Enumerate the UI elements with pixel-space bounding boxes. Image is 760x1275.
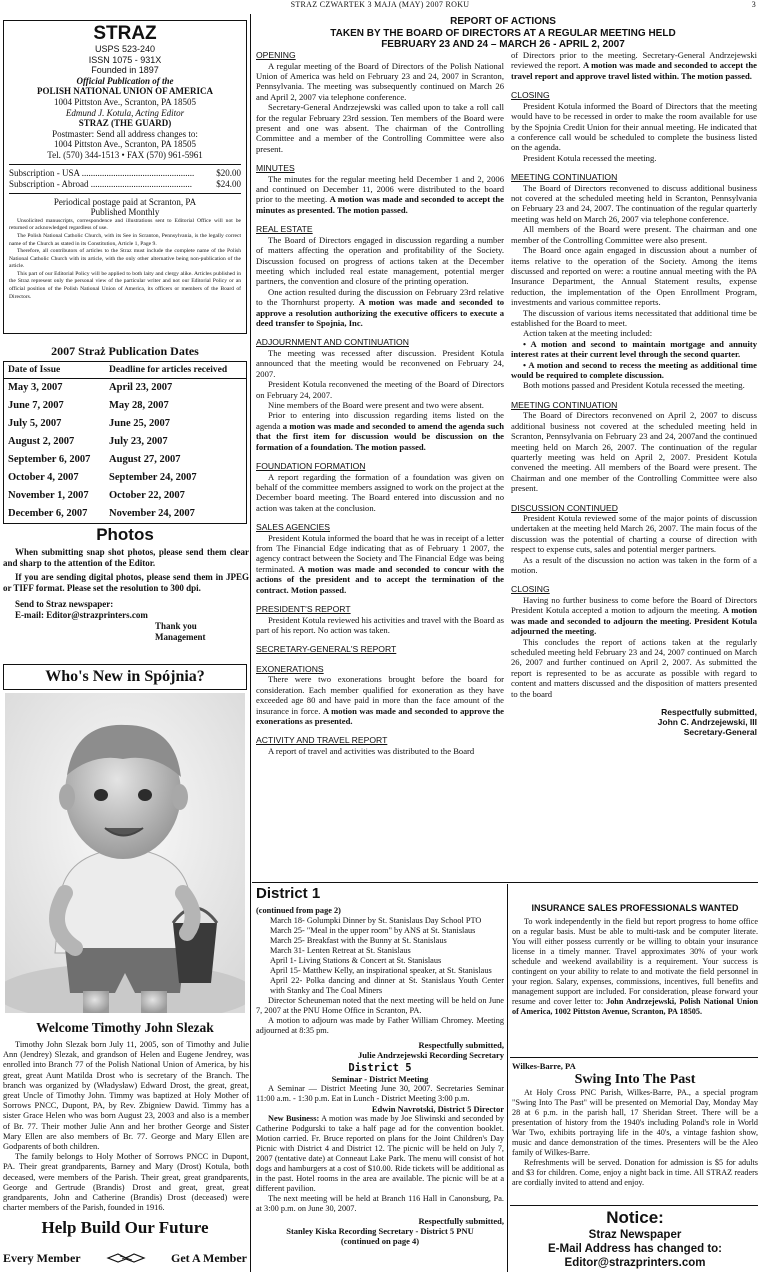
district-5-signature: Respectfully submitted, Stanley Kiska Recording Secretary - District 5 PNU (continued on page 4) bbox=[286, 1216, 504, 1246]
table-row: July 5, 2007 June 25, 2007 bbox=[8, 418, 170, 429]
continuation-1-p6: Both motions passed and President Kotula recessed the meeting. bbox=[523, 380, 745, 391]
report-signature: Respectfully submitted, John C. Andrzejewski, III Secretary-General bbox=[657, 707, 757, 738]
org-name: POLISH NATIONAL UNION OF AMERICA bbox=[36, 86, 214, 97]
notice-line-2: E-Mail Address has changed to: bbox=[547, 1243, 723, 1255]
notice-line-1: Straz Newspaper bbox=[588, 1229, 682, 1241]
monthly: Published Monthly bbox=[90, 207, 160, 218]
district-1-cont: (continued from page 2) bbox=[256, 906, 341, 915]
adjournment-p4: Prior to entering into discussion regarding items listed on the agenda a motion was made and seconded to amend the agenda such that the first item for discussion would be discussion on the formation of a foundation. The motion passed. bbox=[256, 410, 504, 452]
running-title: STRAZ CZWARTEK 3 MAJA (MAY) 2007 ROKU bbox=[290, 0, 470, 9]
postmaster: Postmaster: Send all address changes to: bbox=[52, 128, 198, 139]
continuation-1-p3: The Board once again engaged in discussion about a number of items relative to the operation of the Society. Among the items discussed and reported on were: a routine annual meeting with the PA Insurance Department, the Annual Statement results, expense reduction, the implementation of the Open Enrollment Program, investments and various committee reports. bbox=[511, 245, 757, 308]
activity-p1: A report of travel and activities was distributed to the Board bbox=[268, 745, 475, 756]
welcome-p1: Timothy John Slezak born July 11, 2005, son of Timothy and Julie Ann (Jendrey) Slezak, and grandson of Helen and Eugene Jendrey, was enrolled into Branch 77 of the Polish National Union of America, by his great, great Aunt Matilda Drost who is secretary of the Branch. The branch was organized by (Władysław) Edward Drost, the great, great, great Uncle of Timothy John. Timmy was baptized at Holy Mother of Sorrows PNCC, Dupont, PA, by Rev. Zbigniew Dawid. Timmy has a sister Grace Helen who was born August 23, 2003 and also is a member of Br. 77. Their mother Julie Ann and her brother George and Sister Mary Ellen are also members of Br. 77. George and Mary Ellen are Godparents of both children. bbox=[3, 1040, 249, 1152]
continuation-1-p1: The Board of Directors reconvened to discuss additional business not covered at the scheduled meeting held in Scranton, Pennsylvania on February 23 and 24, 2007. The continuation of the regular quarterly meeting was held on March 26, 2007 via telephone conference. bbox=[511, 182, 757, 224]
usps: USPS 523-240 bbox=[94, 44, 156, 54]
paper-name: STRAZ (THE GUARD) bbox=[78, 118, 172, 129]
list-item: March 25- "Meal in the upper room" by ANS at St. Stanislaus bbox=[270, 926, 476, 935]
adjournment-p1: The meeting was recessed after discussion. President Kotula announced that the meeting would be reconvened on February 24, 2007. bbox=[256, 347, 504, 379]
discussion-p2: As a result of the discussion no action was taken in the form of a motion. bbox=[511, 554, 757, 576]
every-member-line bbox=[3, 1250, 247, 1266]
photos-email[interactable]: E-mail: Editor@strazprinters.com bbox=[15, 610, 148, 620]
photos-section bbox=[3, 547, 249, 643]
continuation-1-bullet-2: • A motion and second to recess the meeting as additional time would be required to complete discussion. bbox=[511, 359, 757, 380]
phone-fax: Tel. (570) 344-1513 • FAX (570) 961-5961 bbox=[47, 149, 203, 160]
list-item: March 25- Breakfast with the Bunny at St. Stanislaus bbox=[270, 936, 447, 945]
issn: ISSN 1075 - 931X bbox=[88, 54, 162, 65]
notice-box bbox=[512, 1208, 758, 1274]
district-1-signature: Respectfully submitted, Julie Andrzejewski Recording Secretary bbox=[358, 1040, 504, 1060]
dates-table bbox=[3, 361, 247, 524]
baby-photo bbox=[5, 693, 245, 1013]
table-row: September 6, 2007 August 27, 2007 bbox=[8, 454, 181, 465]
photos-p2: If you are sending digital photos, please send them in JPEG or TIFF format. Please set the resolution to 300 dpi. bbox=[3, 572, 249, 593]
continuation-1-heading: MEETING CONTINUATION bbox=[511, 172, 618, 183]
photos-p1: When submitting snap shot photos, please send them clear and sharp to the attention of the Editor. bbox=[3, 547, 249, 568]
report-title-3: FEBRUARY 23 AND 24 – MARCH 26 - APRIL 2, 2007 bbox=[381, 39, 625, 50]
policy-4: This part of our Editorial Policy will be applied to both laity and clergy alike. Articles published in the Straz represent only the personal view of the particular writer and not our Editorial Policy or an official position of the Polish National Union of America, its officers or members of the Board of Directors. bbox=[9, 270, 241, 300]
baby-photo-illustration bbox=[5, 693, 245, 1013]
insurance-ad bbox=[512, 903, 758, 1055]
every-member: Every Member bbox=[3, 1250, 81, 1265]
secgen-report-heading: SECRETARY-GENERAL'S REPORT bbox=[256, 644, 397, 655]
closing-2-p2: This concludes the report of actions taken at the regularly scheduled meeting held February 23 and 24, 2007 continued on March 26, 2007 and further continued on April 2, 2007. As submitted the report is represented to be as accurate as possible with regard to content and matters discussed and the disposition of matters presented to the board bbox=[511, 636, 757, 699]
official-pub: Official Publication of the bbox=[76, 75, 174, 86]
swing-article bbox=[512, 1061, 758, 1203]
table-row: June 7, 2007 May 28, 2007 bbox=[8, 400, 169, 411]
table-row: August 2, 2007 July 23, 2007 bbox=[8, 436, 168, 447]
district-5-title: District 5 bbox=[348, 1062, 412, 1074]
handshake-icon bbox=[106, 1250, 146, 1266]
closing-heading: CLOSING bbox=[511, 90, 550, 101]
foundation-p1: A report regarding the formation of a foundation was given on behalf of the committee members assigned to work on the project at the December board meeting. The Board entered into discussion and no action was taken at the conclusion. bbox=[256, 471, 504, 513]
table-row: December 6, 2007 November 24, 2007 bbox=[8, 508, 195, 519]
district-1-p2: A motion to adjourn was made by Father William Chromey. Meeting adjourned at 8:35 pm. bbox=[256, 1016, 504, 1035]
opening-p1: A regular meeting of the Board of Directors of the Polish National Union of America was held on February 23 and 24, 2007 in Scranton, Pennsylvania. The meeting was subsequently continued on March 26 and April 2, 2007 via telephone conference. bbox=[256, 60, 504, 102]
notice-email[interactable]: Editor@strazprinters.com bbox=[564, 1257, 706, 1269]
publication-dates bbox=[3, 344, 247, 524]
continuation-2-heading: MEETING CONTINUATION bbox=[511, 399, 618, 410]
table-row: November 1, 2007 October 22, 2007 bbox=[8, 490, 185, 501]
table-row: October 4, 2007 September 24, 2007 bbox=[8, 472, 197, 483]
district-5-p1: A Seminar — District Meeting June 30, 2007. Secretaries Seminar 11:00 a.m. - 1:30 p.m. Eat in Lunch - District Meeting 3:00 p.m. bbox=[256, 1084, 504, 1103]
activity-heading: ACTIVITY AND TRAVEL REPORT bbox=[256, 735, 388, 746]
list-item: April 15- Matthew Kelly, an inspirational speaker, at St. Stanislaus bbox=[270, 966, 492, 975]
continuation-1-bullet-1: • A motion and second to maintain mortgage and annuity interest rates at their current level through the second quarter. bbox=[511, 338, 757, 360]
photos-send: Send to Straz newspaper: bbox=[15, 599, 114, 609]
swing-title: Swing Into The Past bbox=[574, 1072, 696, 1087]
editor: Edmund J. Kotula, Acting Editor bbox=[65, 107, 185, 118]
adjournment-p3: Nine members of the Board were present and two were absent. bbox=[268, 399, 484, 410]
discussion-heading: DISCUSSION CONTINUED bbox=[511, 502, 618, 513]
report-heading bbox=[253, 16, 753, 51]
district-5-subtitle: Seminar - District Meeting bbox=[331, 1074, 429, 1084]
district-column bbox=[256, 906, 504, 1246]
district-1-title: District 1 bbox=[256, 885, 321, 902]
table-row: May 3, 2007 April 23, 2007 bbox=[8, 382, 173, 393]
discussion-p1: President Kotula reviewed some of the major points of discussion undertaken at the meeting held March 26, 2007. The main focus of the discussion was the potential of charting a course of direction with respect to expense cuts, sales and potential merger partners. bbox=[511, 513, 757, 555]
list-item: March 31- Lenten Retreat at St. Stanislaus bbox=[270, 946, 411, 955]
continuation-1-p2: All members of the Board were present. The chairman and one member of the Controlling Committee were also present. bbox=[511, 224, 757, 245]
minutes-heading: MINUTES bbox=[256, 163, 295, 174]
list-item: April 22- Polka dancing and dinner at St. Stanislaus Youth Center with Stanky and The Coal Miners bbox=[270, 976, 504, 995]
postmaster-address: 1004 Pittston Ave., Scranton, PA 18505 bbox=[53, 139, 196, 150]
closing-p1: President Kotula informed the Board of Directors that the meeting would have to be recessed in order to make the room available for use by the Spojnia Credit Union for their annual meeting. He indicated that a conference call would be scheduled to complete the business listed on the agenda. bbox=[511, 100, 757, 153]
district-5-p3: The next meeting will be held at Branch 116 Hall in Canonsburg, Pa. at 3:00 p.m. on June 30, 2007. bbox=[256, 1194, 504, 1213]
list-item: April 1- Living Stations & Concert at St. Stanislaus bbox=[270, 956, 442, 965]
list-item: March 18- Golumpki Dinner by St. Stanislaus Day School PTO bbox=[270, 916, 482, 925]
welcome-p2: The family belongs to Holy Mother of Sorrows PNCC in Dupont, PA. Their great grandparents, Barney and Mary (Drost) Kotula, both deceased, were members of the Parish. Their great, great grandparents, George and Gertrude (Brandis) Drost and great, great, great grandparents, John and Catherine (Brandis) Drost (deceased) were charter members of the Parish, founded in 1916. bbox=[3, 1152, 249, 1213]
running-header bbox=[0, 0, 760, 10]
opening-heading: OPENING bbox=[256, 50, 296, 60]
sub-usa: Subscription - USA .................................................. $20.00 bbox=[9, 167, 241, 178]
real-estate-p2: One action resulted during the discussion on February 23rd relative to the Thornhurst property. A motion was made and seconded to approve a resolution authorizing the executive officers to execute a deed transfer to Spojnia, Inc. bbox=[256, 286, 504, 329]
policy-3: Therefore, all contributors of articles to the Straz must include the complete name of the Polish National Catholic Church with its article, with the only other alternative being non-publication of the article. bbox=[9, 248, 241, 270]
presidents-report-p1: President Kotula reviewed his activities and travel with the Board as part of his report. No action was taken. bbox=[256, 614, 504, 635]
sales-heading: SALES AGENCIES bbox=[256, 522, 331, 533]
sales-p1: President Kotula informed the board that he was in receipt of a letter from The Financial Edge indicating that as of February 1 2007, the agency contract between the Society and The Financial Edge was being terminated. A motion was made and seconded to concur with the actions of the president and to accept the termination of the contract. Motion passed. bbox=[256, 532, 504, 595]
activity-p2: of Directors prior to the meeting. Secretary-General Andrzejewski reviewed the report. A motion was made and seconded to accept the travel report and approve travel listed within. The motion passed. bbox=[511, 50, 757, 81]
policy-2: The Polish National Catholic Church, with its See in Scranton, Pennsylvania, is the legally correct name of the Church as stated in its Constitution, Article 1, Page 9. bbox=[9, 232, 241, 247]
swing-p1: At Holy Cross PNC Parish, Wilkes-Barre, PA., a special program "Swing Into The Past" will be presented on Memorial Day, Monday May 28 at 6 p.m. in the parish hall, 17 Sheridan Street. There will be a presentation of history from the 1940's including Poland's role in World War Two, exhibits portraying life in the 40's, a vintage fashion show, music and dance demonstration of the times. Presenters will be the Aleo family of Wilkes-Barre. bbox=[512, 1088, 758, 1157]
closing-p2: President Kotula recessed the meeting. bbox=[523, 152, 657, 163]
masthead-box bbox=[3, 20, 247, 334]
continuation-1-p5: Action taken at the meeting included: bbox=[523, 328, 653, 339]
swing-place: Wilkes-Barre, PA bbox=[512, 1061, 576, 1071]
opening-p2: Secretary-General Andrzejewski was called upon to take a roll call for the regular February 23rd session. Ten members of the Board were present and one was absent. The chairman of the Controlling Committee and a member of the Controlling Committee were also present. bbox=[256, 102, 504, 154]
welcome-body bbox=[3, 1040, 249, 1213]
report-column-left bbox=[256, 50, 504, 882]
exonerations-p1: There were two exonerations brought before the board for consideration. Each member qualified for exoneration as they have exceeded age 80 and have paid in more than the face amount of the insurance in force. A motion was made and seconded to approve the exonerations as presented. bbox=[256, 674, 504, 726]
dates-col-deadline: Deadline for articles received bbox=[105, 362, 246, 379]
adjournment-p2: President Kotula reconvened the meeting of the Board of Directors on February 24, 2007. bbox=[256, 379, 504, 400]
whos-new-title: Who's New in Spójnia? bbox=[3, 664, 247, 690]
help-build-title: Help Build Our Future bbox=[41, 1218, 209, 1237]
notice-title: Notice: bbox=[606, 1208, 664, 1227]
policy-1: Unsolicited manuscripts, correspondence and illustrations sent to Editorial Office will not be returned or acknowledged regardless of use. bbox=[9, 217, 241, 232]
district-1-p1: Director Scheuneman noted that the next meeting will be held on June 7, 2007 at the PNU Home Office in Scranton, PA. bbox=[256, 996, 504, 1015]
real-estate-heading: REAL ESTATE bbox=[256, 224, 313, 235]
sub-abroad: Subscription - Abroad ............................................. $24.00 bbox=[9, 178, 241, 189]
founded: Founded in 1897 bbox=[91, 65, 159, 76]
closing-2-heading: CLOSING bbox=[511, 584, 550, 595]
org-address: 1004 Pittston Ave., Scranton, PA 18505 bbox=[53, 96, 196, 107]
photos-management: Management bbox=[155, 632, 206, 642]
report-title-2: TAKEN BY THE BOARD OF DIRECTORS AT A REGULAR MEETING HELD bbox=[330, 27, 676, 39]
continuation-2-p1: The Board of Directors reconvened on April 2, 2007 to discuss additional business not covered at the scheduled meeting held in Scranton, Pennsylvania on February 23 and 24, 2007and the continued meeting held on March 26, 2007. The continuation of the regular quarterly meeting was held on April 2, 2007. President Kotula convened the meeting. All members of the Board were present. The Chairman and one member of the Controlling Committee were also present. bbox=[511, 410, 757, 494]
foundation-heading: FOUNDATION FORMATION bbox=[256, 461, 366, 471]
continuation-1-p4: The discussion of various items necessitated that additional time be established for the Board to meet. bbox=[511, 307, 757, 328]
welcome-title: Welcome Timothy John Slezak bbox=[36, 1020, 214, 1035]
exonerations-heading: EXONERATIONS bbox=[256, 663, 324, 674]
closing-2-p1: Having no further business to come before the Board of Directors President Kotula accepted a motion to adjourn the meeting. A motion was made and seconded to adjourn the meeting. President Kotula adjourned the meeting. bbox=[511, 594, 757, 637]
report-column-right bbox=[511, 50, 757, 882]
district-5-director: Edwin Navrotski, District 5 Director bbox=[371, 1104, 504, 1114]
insurance-body: To work independently in the field but report progress to home office on a regular basis. Must be able to multi-task and be computer literate. You will either possess currently or be willing to obtain your insurance license in a timely manner. Travel approximates 30% of your work schedule and weekend availability is a requirement. Your success is contingent on your ability to relate to and motivate the field personnel in your region. Salary, expenses, commissions, incentives, full benefits and management support are included. For consideration, please forward your resume and cover letter to: John Andrzejewski, Polish National Union of America, 1002 Pittston Avenue, Scranton, PA 18505. bbox=[512, 917, 758, 1016]
adjournment-heading: ADJOURNMENT AND CONTINUATION bbox=[256, 337, 409, 348]
dates-col-issue: Date of Issue bbox=[4, 362, 106, 379]
report-title-1: REPORT OF ACTIONS bbox=[450, 16, 556, 27]
page-number: 3 bbox=[751, 0, 756, 9]
get-a-member: Get A Member bbox=[171, 1250, 247, 1265]
photos-thanks: Thank you bbox=[155, 621, 197, 631]
district-5-p2: New Business: A motion was made by Joe Sliwinski and seconded by Catherine Podgurski to take a half page ad for the convention booklet. Motion carried. Fr. Bruce reported on plans for the Joint Children's Day Picnic with District 4 and District 12. The picnic will be held on July 7, 2007 (tentative date) at Conneaut Lake Park. The menu will consist of hot dogs and hamburgers at a cost of $10.00. Ride tickets will be additional as in the past. Hotel rooms in the area are available. The picnic will be at a different pavilion. bbox=[256, 1114, 504, 1193]
presidents-report-heading: PRESIDENT'S REPORT bbox=[256, 604, 351, 615]
dates-title: 2007 Straż Publication Dates bbox=[51, 344, 199, 358]
real-estate-p1: The Board of Directors engaged in discussion regarding a number of matters affecting the operation and profitability of the Society. Discussion focused on progress of actions taken at the December meeting which included real estate management, potential merger partners, the convention and closure of the printing operation. bbox=[256, 234, 504, 287]
photos-title: Photos bbox=[96, 525, 154, 544]
periodical: Periodical postage paid at Scranton, PA bbox=[53, 196, 197, 207]
insurance-title: INSURANCE SALES PROFESSIONALS WANTED bbox=[531, 903, 739, 913]
masthead-title: STRAZ bbox=[93, 23, 157, 44]
swing-p2: Refreshments will be served. Donation for admission is $5 for adults and $3 for children. Come, enjoy a night back in time. All STRAZ readers are cordially invited to attend and enjoy. bbox=[512, 1158, 758, 1187]
minutes-p1: The minutes for the regular meeting held December 1 and 2, 2006 and continued on December 11, 2006 were distributed to the board prior to the meeting. A motion was made and seconded to accept the minutes as presented. The motion passed. bbox=[256, 173, 504, 215]
